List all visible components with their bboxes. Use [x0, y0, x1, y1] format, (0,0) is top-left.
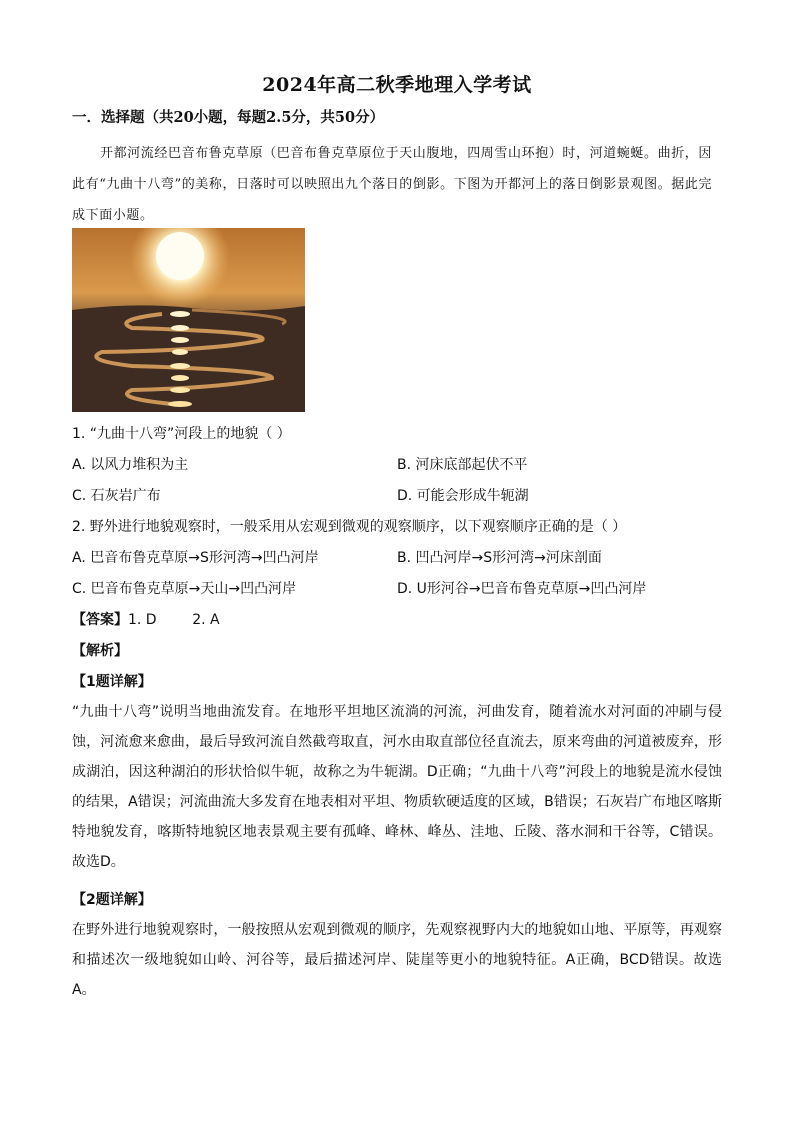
answer-line: [72, 609, 220, 629]
q2-option-c: C. 巴音布鲁克草原→天山→凹凸河岸: [72, 581, 297, 597]
answer-label: 【答案】: [72, 612, 128, 628]
q1-option-c: C. 石灰岩广布: [72, 488, 161, 504]
q2-option-d: D. U形河谷→巴音布鲁克草原→凹凸河岸: [397, 581, 647, 597]
analysis-label: 【解析】: [72, 643, 128, 659]
intro-paragraph: 开都河流经巴音布鲁克草原（巴音布鲁克草原位于天山腹地，四周雪山环抱）时，河道蜿蜒。曲折，因此有“九曲十八弯”的美称，日落时可以映照出九个落日的倒影。下图为开都河上的落日倒影景观图。据此完成下面小题。: [72, 146, 713, 223]
answer-text: 1. D 2. A: [128, 612, 220, 628]
q2-option-b: B. 凹凸河岸→S形河湾→河床剖面: [397, 550, 602, 566]
sunset-river-photo: [72, 228, 305, 412]
q1-option-b: B. 河床底部起伏不平: [397, 457, 528, 473]
detail-2-text: 在野外进行地貌观察时，一般按照从宏观到微观的顺序，先观察视野内大的地貌如山地、平原等，再观察和描述次一级地貌如山岭、河谷等，最后描述河岸、陡崖等更小的地貌特征。A正确，BCD错误。故选A。: [72, 922, 722, 998]
q1-option-d: D. 可能会形成牛轭湖: [397, 488, 529, 504]
section-heading: 一．选择题（共20小题，每题2.5分，共50分）: [72, 109, 385, 126]
question-2-stem: 2. 野外进行地貌观察时，一般采用从宏观到微观的观察顺序，以下观察顺序正确的是（ ）: [72, 519, 627, 535]
detail-1-label: 【1题详解】: [72, 674, 152, 690]
q1-option-a: A. 以风力堆积为主: [72, 457, 189, 473]
page-title: 2024年高二秋季地理入学考试: [262, 74, 532, 96]
detail-2-label: 【2题详解】: [72, 892, 152, 908]
q2-option-a: A. 巴音布鲁克草原→S形河湾→凹凸河岸: [72, 550, 319, 566]
detail-1-text: “九曲十八弯”说明当地曲流发育。在地形平坦地区流淌的河流，河曲发育，随着流水对河面的冲刷与侵蚀，河流愈来愈曲，最后导致河流自然截弯取直，河水由取直部位径直流去，原来弯曲的河道被废弃，形成湖泊，因这种湖泊的形状恰似牛轭，故称之为牛轭湖。D正确；“九曲十八弯”河段上的地貌是流水侵蚀的结果，A错误；河流曲流大多发育在地表相对平坦、物质软硬适度的区域，B错误；石灰岩广布地区喀斯特地貌发育，喀斯特地貌区地表景观主要有孤峰、峰林、峰丛、洼地、丘陵、落水洞和干谷等，C错误。故选D。: [72, 704, 722, 870]
sunset-river-image: [72, 228, 305, 412]
question-1-stem: 1. “九曲十八弯”河段上的地貌（ ）: [72, 426, 291, 442]
